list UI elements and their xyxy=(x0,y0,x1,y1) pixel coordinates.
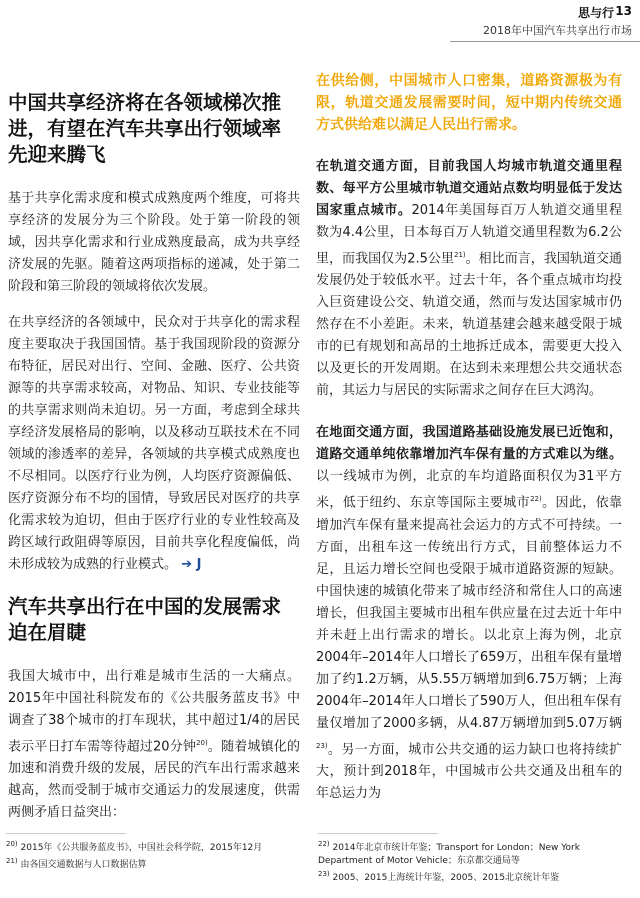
highlight-callout: 在供给侧，中国城市人口密集，道路资源极为有限，轨道交通发展需要时间，短中期内传统交通方式供给难以满足人民出行需求。 xyxy=(316,73,622,133)
continue-arrow-icon: ➔ J xyxy=(181,557,202,572)
section-heading-2: 汽车共享出行在中国的发展需求迫在眉睫 xyxy=(8,595,282,644)
rail-text-cont: 。相比而言，我国轨道交通发展仍处于较低水平。过去十年，各个重点城市均投入巨资建设公交、轨道交通，然而与发达国家城市仍然存在不小差距。未来，轨道基建会越来越受限于城市的已有规划和高昂的土地拆迁成本，需要更大投入以及更长的开发周期。在达到未来理想公共交通状态前，其运力与居民的实际需求之间存在巨大鸿沟。 xyxy=(316,251,622,399)
rail-paragraph xyxy=(316,156,622,402)
road-lead: 在地面交通方面，我国道路基础设施发展已近饱和，道路交通单纯依靠增加汽车保有量的方式难以为继。 xyxy=(316,425,622,463)
footnote-item: $^{23)}$ 2005、2015上海统计年鉴，2005、2015北京统计年鉴 xyxy=(318,870,560,883)
brand-title: 思与行 xyxy=(577,6,614,20)
footnote-divider-left xyxy=(6,833,126,834)
header-divider xyxy=(450,41,640,42)
left-column xyxy=(8,70,300,824)
footnote-item: $^{21)}$ 由各国交通数据与人口数据估算 xyxy=(6,857,147,870)
paragraph-3-text: 我国大城市中，出行难是城市生活的一大痛点。2015年中国社科院发布的《公共服务蓝皮书》中调查了38个城市的打车现状，其中超过1/4的居民表示平日打车需等待超过20分钟 xyxy=(8,669,300,755)
footnotes-left xyxy=(6,838,306,872)
road-text-end: 。另一方面，城市公共交通的运力缺口也将持续扩大，预计到2018年，中国城市公共交通及出租车的年总运力为 xyxy=(316,741,622,801)
page-number: 13 xyxy=(615,4,632,18)
road-text-cont: 。因此，依靠增加汽车保有量来提高社会运力的方式不可持续。一方面，出租车这一传统出行方式，目前整体运力不足，且运力增长空间也受限于城市道路资源的短缺。中国快速的城镇化带来了城市经济和常住人口的高速增长，但我国主要城市出租车供应量在过去近十年中并未赶上出行需求的增长。以北京上海为例，北京2004年–2014年人口增长了659万，出租车保有量增加了约1.2万辆，从5.55万辆增加到6.75万辆；上海2004年–2014年人口增长了590万人，但出租车保有量仅增加了2000多辆，从4.87万辆增加到5.07万辆 xyxy=(316,495,622,731)
page-header xyxy=(0,0,640,44)
rail-text: 2014年美国每百万人轨道交通里程数为4.4公里，日本每百万人轨道交通里程数为6.2公里，而我国仅为2.5公里 xyxy=(316,203,622,267)
footnote-divider-right xyxy=(318,833,438,834)
right-column xyxy=(316,70,622,805)
paragraph-3 xyxy=(8,666,300,824)
footnote-ref-21: 21) xyxy=(453,251,466,259)
report-subtitle: 2018年中国汽车共享出行市场 xyxy=(483,24,632,37)
footnote-item: $^{22)}$ 2014年北京市统计年鉴；Transport for London；New York Department of Motor Vehicle；东京都交通局等 xyxy=(318,840,580,866)
section-heading-1: 中国共享经济将在各领域梯次推进，有望在汽车共享出行领域率先迎来腾飞 xyxy=(8,91,282,166)
footnotes-right xyxy=(318,838,624,885)
footnote-ref-20: 20) xyxy=(196,739,208,747)
paragraph-3-cont: 。随着城镇化的加速和消费升级的发展，居民的汽车出行需求越来越高，然而受制于城市交通运力的发展速度，供需两侧矛盾日益突出： xyxy=(8,739,300,821)
road-paragraph xyxy=(316,422,622,805)
rail-lead: 在轨道交通方面，目前我国人均城市轨道交通里程数、每平方公里城市轨道交通站点数均明显低于发达国家重点城市。 xyxy=(316,159,622,218)
footnote-item: $^{20)}$ 2015年《公共服务蓝皮书》，中国社会科学院，2015年12月 xyxy=(6,840,263,853)
footnote-ref-22: 22) xyxy=(530,495,542,504)
footnote-ref-23: 23) xyxy=(316,741,328,750)
road-text: 以一线城市为例，北京的车均道路面积仅为31平方米，低于纽约、东京等国际主要城市 xyxy=(316,469,622,511)
paragraph-1: 基于共享化需求度和模式成熟度两个维度，可将共享经济的发展分为三个阶段。处于第一阶段的领域，因共享化需求和行业成熟度最高，成为共享经济发展的先驱。随着这两项指标的递减，处于第二阶段和第三阶段的领域将依次发展。 xyxy=(8,191,300,294)
paragraph-2 xyxy=(8,312,300,576)
paragraph-2-text: 在共享经济的各领域中，民众对于共享化的需求程度主要取决于我国国情。基于我国现阶段的资源分布特征，居民对出行、空间、金融、医疗、公共资源等的共享需求较高，对物品、知识、专业技能等的共享需求则尚未迫切。另一方面，考虑到全球共享经济发展格局的影响，以及移动互联技术在不同领域的渗透率的差异，各领域的共享模式成熟度也不尽相同。以医疗行业为例，人均医疗资源偏低、医疗资源分布不均的国情，导致居民对医疗的共享化需求较为迫切，但由于医疗行业的专业性较高及跨区域行政阻碍等原因，目前共享化程度偏低，尚未形成较为成熟的行业模式。 xyxy=(8,315,300,572)
